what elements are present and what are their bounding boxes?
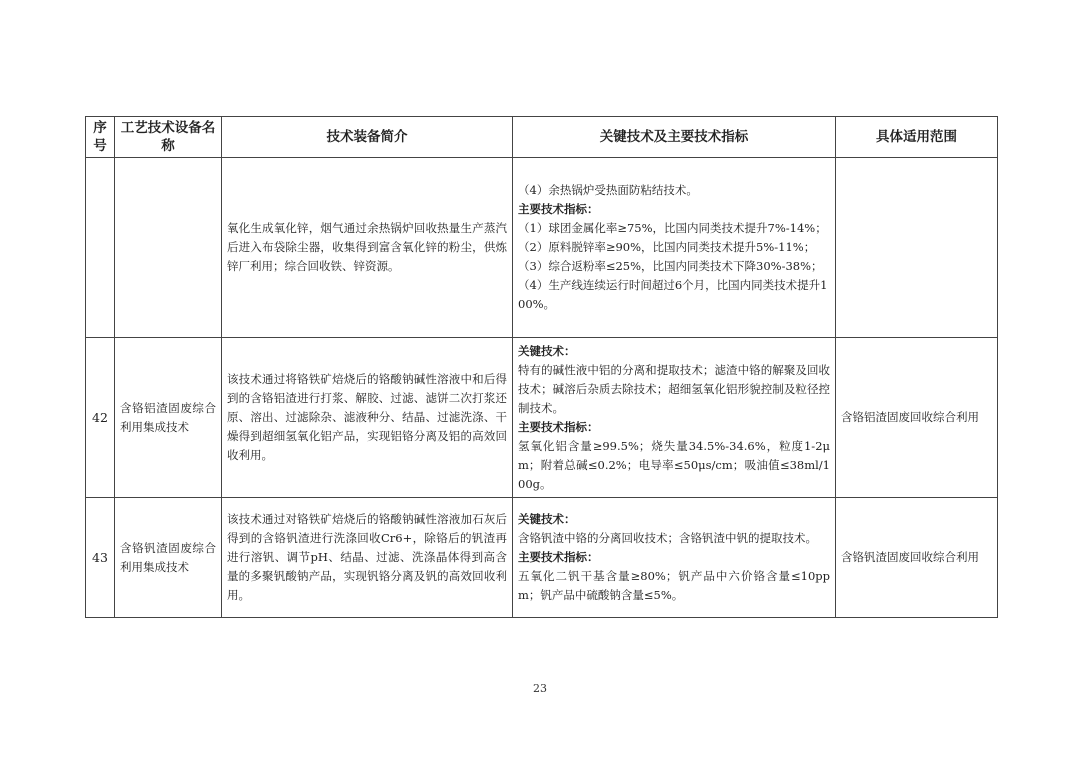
key-line: （2）原料脱锌率≥90%，比国内同类技术提升5%-11%； (518, 240, 816, 254)
table-row (86, 498, 998, 618)
key-tech-title: 关键技术： (518, 343, 576, 358)
key-line: （3）综合返粉率≤25%，比国内同类技术下降30%-38%； (518, 259, 823, 273)
table-row-continuation (86, 158, 998, 338)
header-index: 序号 (86, 117, 115, 158)
cell-num: 43 (86, 498, 115, 618)
index-text: 氢氧化铝含量≥99.5%；烧失量34.5%-34.6%，粒度1-2μm；附着总碱≤0.2%；电导率≤50μs/cm；吸油值≤38ml/100g。 (518, 438, 830, 491)
cell-scope: 含铬铝渣固废回收综合利用 (836, 338, 998, 498)
table-row (86, 338, 998, 498)
cell-key-tech (513, 338, 836, 498)
table-header-row (86, 117, 998, 158)
index-title: 主要技术指标： (518, 550, 599, 564)
cell-scope (836, 158, 998, 338)
header-scope: 具体适用范围 (836, 117, 998, 158)
header-name: 工艺技术设备名称 (115, 117, 222, 158)
cell-name: 含铬钒渣固废综合利用集成技术 (115, 498, 222, 618)
page-number: 23 (533, 682, 547, 695)
key-tech-text: 特有的碱性液中铝的分离和提取技术；滤渣中铬的解聚及回收技术；碱溶后杂质去除技术；超细氢氧化铝形貌控制及粒径控制技术。 (518, 362, 830, 415)
index-text: 五氧化二钒干基含量≥80%；钒产品中六价铬含量≤10ppm；钒产品中硫酸钠含量≤5%。 (518, 569, 830, 602)
cell-scope: 含铬钒渣固废回收综合利用 (836, 498, 998, 618)
key-line: （4）余热锅炉受热面防粘结技术。 (518, 183, 698, 197)
technology-table (85, 116, 998, 618)
index-title: 主要技术指标： (518, 419, 599, 434)
key-line: （4）生产线连续运行时间超过6个月，比国内同类技术提升100%。 (518, 278, 828, 311)
cell-description: 该技术通过将铬铁矿焙烧后的铬酸钠碱性溶液中和后得到的含铬铝渣进行打浆、解胶、过滤、滤饼二次打浆还原、溶出、过滤除杂、滤液种分、结晶、过滤洗涤、干燥得到超细氢氧化铝产品，实现铝铬分离及铝的高效回收利用。 (222, 338, 513, 498)
cell-num: 42 (86, 338, 115, 498)
header-description: 技术装备简介 (222, 117, 513, 158)
cell-description: 该技术通过对铬铁矿焙烧后的铬酸钠碱性溶液加石灰后得到的含铬钒渣进行洗涤回收Cr6+，除铬后的钒渣再进行溶钒、调节pH、结晶、过滤、洗涤晶体得到高含量的多聚钒酸钠产品，实现钒铬分离及钒的高效回收利用。 (222, 498, 513, 618)
cell-name (115, 158, 222, 338)
key-tech-text: 含铬钒渣中铬的分离回收技术；含铬钒渣中钒的提取技术。 (518, 531, 817, 545)
cell-num (86, 158, 115, 338)
header-key-tech: 关键技术及主要技术指标 (513, 117, 836, 158)
cell-name: 含铬铝渣固废综合利用集成技术 (115, 338, 222, 498)
cell-key-tech (513, 498, 836, 618)
key-line: 主要技术指标： (518, 202, 599, 216)
key-line: （1）球团金属化率≥75%，比国内同类技术提升7%-14%； (518, 221, 827, 235)
key-tech-title: 关键技术： (518, 512, 576, 526)
cell-key-tech (513, 158, 836, 338)
cell-description: 氧化生成氧化锌，烟气通过余热锅炉回收热量生产蒸汽后进入布袋除尘器，收集得到富含氧化锌的粉尘，供炼锌厂利用；综合回收铁、锌资源。 (222, 158, 513, 338)
